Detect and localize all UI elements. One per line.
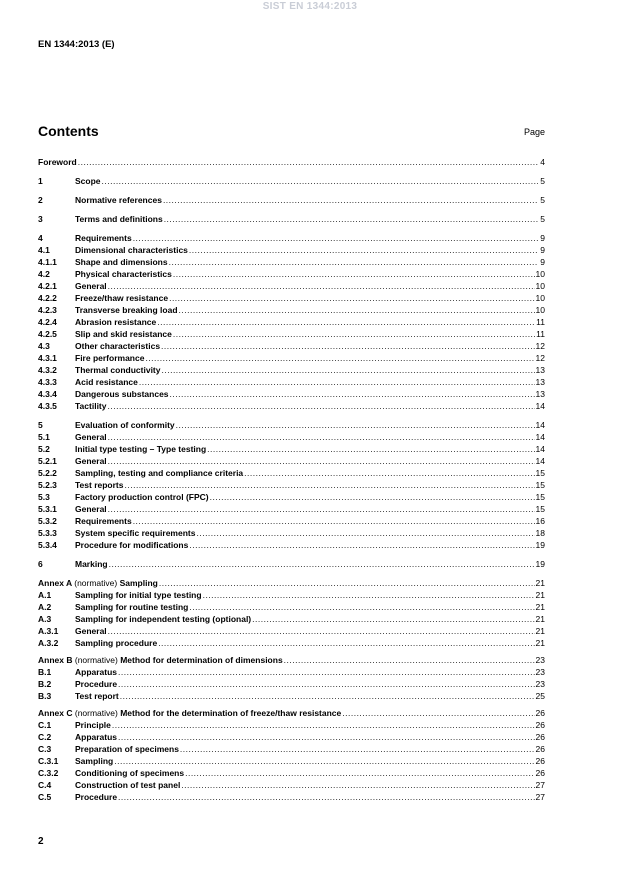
toc-entry-title: General (75, 432, 107, 442)
toc-entry-number: 4.3.4 (38, 389, 57, 399)
toc-entry-page: 23 (535, 667, 545, 677)
toc-entry-title: Principle (75, 720, 111, 730)
toc-entry[interactable] (38, 515, 545, 527)
toc-entry-page: 25 (535, 691, 545, 701)
toc-entry-leader-dots (108, 625, 535, 637)
toc-entry-title: Test report (75, 691, 119, 701)
toc-entry-number: 4.3.2 (38, 365, 57, 375)
toc-entry-title: Sampling procedure (75, 638, 158, 648)
toc-entry-leader-dots (181, 779, 534, 791)
toc-entry-title: Evaluation of conformity (75, 420, 175, 430)
footer-page-number: 2 (38, 836, 44, 847)
toc-entry-title: Procedure (75, 679, 118, 689)
toc-entry-page: 11 (536, 329, 545, 339)
toc-entry-leader-dots (108, 503, 535, 515)
toc-entry-leader-dots (161, 340, 534, 352)
toc-entry-title: Physical characteristics (75, 269, 172, 279)
toc-entry[interactable] (38, 539, 545, 551)
toc-entry-page: 9 (540, 245, 545, 255)
toc-entry[interactable] (38, 678, 545, 690)
toc-entry-title: Construction of test panel (75, 780, 181, 790)
toc-entry-title-text: Method for the determination of freeze/thaw resistance (120, 708, 342, 718)
toc-entry-number: Annex C (38, 708, 73, 718)
toc-entry-leader-dots (118, 678, 534, 690)
toc-entry[interactable] (38, 755, 545, 767)
toc-entry-leader-dots (159, 577, 535, 589)
toc-entry-page: 26 (535, 768, 545, 778)
toc-entry-page: 21 (535, 638, 545, 648)
toc-entry[interactable] (38, 156, 545, 168)
toc-entry[interactable] (38, 707, 545, 719)
toc-entry-number: C.4 (38, 780, 52, 790)
toc-entry-leader-dots (169, 292, 534, 304)
toc-entry-title: Factory production control (FPC) (75, 492, 209, 502)
toc-entry-title: Abrasion resistance (75, 317, 157, 327)
toc-entry-leader-dots (162, 364, 535, 376)
toc-entry-page: 14 (535, 420, 545, 430)
toc-entry-page: 5 (540, 195, 545, 205)
toc-entry[interactable] (38, 690, 545, 702)
toc-entry-leader-dots (170, 388, 535, 400)
toc-entry[interactable] (38, 601, 545, 613)
toc-entry-page: 11 (536, 317, 545, 327)
toc-entry-number: Annex B (38, 655, 73, 665)
toc-entry-number: A.3 (38, 614, 52, 624)
toc-entry[interactable] (38, 791, 545, 803)
toc-entry[interactable] (38, 613, 545, 625)
toc-entry-leader-dots (173, 268, 535, 280)
toc-entry[interactable] (38, 491, 545, 503)
toc-entry-title: Sampling for independent testing (optional) (75, 614, 252, 624)
toc-entry-leader-dots (118, 731, 534, 743)
toc-entry-title: Slip and skid resistance (75, 329, 172, 339)
toc-entry[interactable] (38, 304, 545, 316)
toc-entry[interactable] (38, 767, 545, 779)
toc-entry-leader-dots (164, 213, 538, 225)
toc-entry-leader-dots (284, 654, 535, 666)
toc-entry-number: B.3 (38, 691, 52, 701)
toc-entry[interactable] (38, 280, 545, 292)
toc-entry-title: General (75, 281, 107, 291)
toc-entry-title: Thermal conductivity (75, 365, 161, 375)
toc-entry-qualifier: (normative) (74, 578, 118, 588)
toc-entry[interactable] (38, 654, 545, 666)
toc-entry-page: 15 (535, 468, 545, 478)
toc-entry-title: Scope (75, 176, 101, 186)
watermark: SIST EN 1344:2013 (262, 1, 358, 12)
toc-entry[interactable] (38, 292, 545, 304)
toc-entry-page: 14 (535, 432, 545, 442)
toc-entry[interactable] (38, 340, 545, 352)
toc-entry-title: Apparatus (75, 667, 118, 677)
toc-entry[interactable] (38, 316, 545, 328)
toc-entry-leader-dots (125, 479, 535, 491)
toc-entry-leader-dots (108, 455, 535, 467)
toc-entry-page: 13 (535, 365, 545, 375)
toc-entry-leader-dots (252, 613, 534, 625)
toc-entry-number: C.5 (38, 792, 52, 802)
toc-entry-title (38, 577, 158, 589)
toc-entry-title: Initial type testing – Type testing (75, 444, 207, 454)
toc-entry-title: General (75, 626, 107, 636)
toc-entry[interactable] (38, 268, 545, 280)
toc-entry-number: 4.1 (38, 245, 50, 255)
toc-entry-number: 5.3.2 (38, 516, 57, 526)
toc-entry-number: A.2 (38, 602, 52, 612)
toc-entry-page: 21 (535, 614, 545, 624)
toc-entry-page: 26 (535, 708, 545, 718)
toc-entry-number: 3 (38, 214, 43, 224)
toc-entry-page: 14 (535, 444, 545, 454)
toc-entry-leader-dots (108, 400, 535, 412)
toc-entry-title: Sampling (75, 756, 114, 766)
toc-entry[interactable] (38, 256, 545, 268)
toc-entry-number: C.3.2 (38, 768, 59, 778)
toc-entry-number: Annex A (38, 578, 72, 588)
toc-entry-title: General (75, 504, 107, 514)
toc-entry-page: 10 (535, 281, 545, 291)
toc-entry[interactable] (38, 558, 545, 570)
toc-entry[interactable] (38, 577, 545, 589)
toc-entry[interactable] (38, 637, 545, 649)
toc-entry-number: B.2 (38, 679, 52, 689)
toc-entry[interactable] (38, 731, 545, 743)
toc-entry-title: General (75, 456, 107, 466)
toc-entry-number: 4.2.4 (38, 317, 57, 327)
toc-entry-title-text: Method for determination of dimensions (120, 655, 283, 665)
toc-entry-title: Requirements (75, 516, 132, 526)
toc-entry-title: Shape and dimensions (75, 257, 168, 267)
toc-entry-page: 12 (535, 353, 545, 363)
toc-entry-title: Normative references (75, 195, 162, 205)
toc-entry[interactable] (38, 364, 545, 376)
toc-entry-page: 14 (535, 456, 545, 466)
toc-entry-leader-dots (185, 767, 534, 779)
toc-entry-title: Fire performance (75, 353, 145, 363)
toc-entry-page: 21 (535, 626, 545, 636)
toc-entry-leader-dots (189, 601, 534, 613)
toc-entry-title: System specific requirements (75, 528, 196, 538)
toc-entry-page: 10 (535, 293, 545, 303)
toc-entry-leader-dots (133, 232, 538, 244)
toc-entry-title (38, 707, 341, 719)
page-column-label: Page (523, 127, 545, 137)
toc-entry-page: 10 (535, 305, 545, 315)
toc-entry-title: Apparatus (75, 732, 118, 742)
toc-entry-title: Dimensional characteristics (75, 245, 188, 255)
toc-entry-leader-dots (189, 539, 534, 551)
document-id: EN 1344:2013 (E) (38, 39, 115, 50)
toc-entry-number: A.3.1 (38, 626, 59, 636)
toc-entry-number: C.3.1 (38, 756, 59, 766)
toc-entry-page: 15 (535, 492, 545, 502)
toc-entry-number: 5.3.3 (38, 528, 57, 538)
toc-entry-title: Preparation of specimens (75, 744, 179, 754)
toc-entry-number: 4.1.1 (38, 257, 57, 267)
toc-entry-page: 21 (535, 602, 545, 612)
toc-entry-number: A.1 (38, 590, 52, 600)
toc-entry[interactable] (38, 194, 545, 206)
toc-entry-page: 27 (535, 792, 545, 802)
toc-entry-number: 4.3.3 (38, 377, 57, 387)
toc-entry-title: Sampling for routine testing (75, 602, 189, 612)
toc-entry-number: 4 (38, 233, 43, 243)
toc-entry-leader-dots (169, 256, 538, 268)
toc-entry-leader-dots (207, 443, 534, 455)
toc-entry-page: 21 (535, 590, 545, 600)
toc-entry-page: 5 (540, 176, 545, 186)
toc-entry-page: 9 (540, 257, 545, 267)
toc-entry-leader-dots (102, 175, 538, 187)
toc-entry-leader-dots (112, 719, 535, 731)
toc-entry-leader-dots (108, 431, 535, 443)
toc-entry-page: 15 (535, 480, 545, 490)
toc-entry-title: Marking (75, 559, 108, 569)
toc-entry-leader-dots (244, 467, 534, 479)
toc-entry-title: Other characteristics (75, 341, 161, 351)
toc-entry-title: Sampling for initial type testing (75, 590, 202, 600)
toc-entry-leader-dots (176, 419, 535, 431)
toc-entry-page: 5 (540, 214, 545, 224)
toc-entry-number: 2 (38, 195, 43, 205)
toc-entry-number: 5.3 (38, 492, 50, 502)
toc-entry-page: 26 (535, 732, 545, 742)
toc-entry-leader-dots (114, 755, 534, 767)
toc-entry-number: C.2 (38, 732, 52, 742)
table-of-contents (38, 156, 545, 803)
toc-entry-leader-dots (163, 194, 538, 206)
toc-entry[interactable] (38, 589, 545, 601)
toc-entry[interactable] (38, 719, 545, 731)
toc-entry-number: B.1 (38, 667, 52, 677)
contents-title: Contents (38, 123, 99, 139)
toc-entry[interactable] (38, 467, 545, 479)
toc-entry-page: 10 (535, 269, 545, 279)
toc-entry-title: Sampling, testing and compliance criteria (75, 468, 244, 478)
toc-entry[interactable] (38, 443, 545, 455)
toc-entry[interactable] (38, 666, 545, 678)
toc-entry-leader-dots (189, 244, 538, 256)
toc-entry-title: Foreword (38, 157, 77, 167)
toc-entry[interactable] (38, 479, 545, 491)
toc-entry-title: Procedure (75, 792, 118, 802)
toc-entry-leader-dots (145, 352, 534, 364)
toc-entry-number: C.1 (38, 720, 52, 730)
toc-entry-page: 15 (535, 504, 545, 514)
toc-entry[interactable] (38, 232, 545, 244)
toc-entry[interactable] (38, 388, 545, 400)
toc-entry-title: Test reports (75, 480, 124, 490)
toc-entry-page: 4 (540, 157, 545, 167)
toc-entry[interactable] (38, 503, 545, 515)
toc-entry-title: Procedure for modifications (75, 540, 189, 550)
toc-entry[interactable] (38, 431, 545, 443)
toc-entry[interactable] (38, 455, 545, 467)
toc-entry-number: 4.2.1 (38, 281, 57, 291)
toc-entry-leader-dots (118, 791, 534, 803)
toc-entry-leader-dots (210, 491, 535, 503)
toc-entry-title: Tactility (75, 401, 107, 411)
toc-entry-number: 5.3.1 (38, 504, 57, 514)
toc-entry[interactable] (38, 779, 545, 791)
toc-entry-qualifier: (normative) (74, 708, 118, 718)
toc-entry-number: 4.3 (38, 341, 50, 351)
toc-entry[interactable] (38, 244, 545, 256)
toc-entry-title: Acid resistance (75, 377, 138, 387)
toc-entry-leader-dots (196, 527, 534, 539)
toc-entry-number: 5 (38, 420, 43, 430)
toc-entry-title: Dangerous substances (75, 389, 169, 399)
toc-entry-page: 19 (535, 540, 545, 550)
toc-entry-leader-dots (139, 376, 535, 388)
toc-entry-leader-dots (133, 515, 535, 527)
toc-entry-leader-dots (203, 589, 535, 601)
toc-entry-leader-dots (342, 707, 534, 719)
toc-entry-number: 4.2 (38, 269, 50, 279)
toc-entry-leader-dots (157, 316, 535, 328)
toc-entry[interactable] (38, 328, 545, 340)
toc-entry-number: 4.2.5 (38, 329, 57, 339)
toc-entry[interactable] (38, 175, 545, 187)
toc-entry-leader-dots (158, 637, 534, 649)
toc-entry-page: 9 (540, 233, 545, 243)
toc-entry-number: 1 (38, 176, 43, 186)
toc-entry-leader-dots (180, 743, 535, 755)
toc-entry-page: 12 (535, 341, 545, 351)
toc-entry-page: 23 (535, 655, 545, 665)
toc-entry-number: 5.2.2 (38, 468, 57, 478)
toc-entry-number: 5.1 (38, 432, 50, 442)
toc-entry-page: 26 (535, 720, 545, 730)
toc-entry-number: 4.3.1 (38, 353, 57, 363)
toc-entry-title: Freeze/thaw resistance (75, 293, 169, 303)
toc-entry-number: 5.2.1 (38, 456, 57, 466)
toc-entry-leader-dots (179, 304, 535, 316)
toc-entry-number: 5.2 (38, 444, 50, 454)
toc-entry-page: 13 (535, 389, 545, 399)
toc-entry-page: 23 (535, 679, 545, 689)
toc-entry-leader-dots (78, 156, 538, 168)
toc-entry-number: 4.3.5 (38, 401, 57, 411)
toc-entry-leader-dots (173, 328, 535, 340)
toc-entry-qualifier: (normative) (74, 655, 118, 665)
toc-entry-page: 18 (535, 528, 545, 538)
toc-entry-number: A.3.2 (38, 638, 59, 648)
toc-entry-title: Terms and definitions (75, 214, 163, 224)
toc-entry-page: 14 (535, 401, 545, 411)
toc-entry-leader-dots (118, 666, 534, 678)
toc-entry-title (38, 654, 283, 666)
toc-entry-page: 13 (535, 377, 545, 387)
toc-entry-page: 26 (535, 744, 545, 754)
toc-entry[interactable] (38, 376, 545, 388)
toc-entry-number: C.3 (38, 744, 52, 754)
toc-entry-page: 19 (535, 559, 545, 569)
toc-entry[interactable] (38, 419, 545, 431)
toc-entry-page: 27 (535, 780, 545, 790)
toc-entry-title-text: Sampling (119, 578, 158, 588)
toc-entry-number: 6 (38, 559, 43, 569)
toc-entry-number: 4.2.2 (38, 293, 57, 303)
toc-entry-title: Conditioning of specimens (75, 768, 185, 778)
toc-entry-page: 21 (535, 578, 545, 588)
toc-entry[interactable] (38, 743, 545, 755)
toc-entry[interactable] (38, 213, 545, 225)
toc-entry-leader-dots (120, 690, 535, 702)
toc-entry-title: Requirements (75, 233, 132, 243)
toc-entry-title: Transverse breaking load (75, 305, 178, 315)
toc-entry-number: 5.2.3 (38, 480, 57, 490)
toc-entry-leader-dots (108, 280, 535, 292)
toc-entry[interactable] (38, 400, 545, 412)
toc-entry[interactable] (38, 625, 545, 637)
toc-entry[interactable] (38, 352, 545, 364)
toc-entry-leader-dots (109, 558, 535, 570)
toc-entry[interactable] (38, 527, 545, 539)
toc-entry-page: 16 (535, 516, 545, 526)
toc-entry-number: 5.3.4 (38, 540, 57, 550)
toc-entry-number: 4.2.3 (38, 305, 57, 315)
toc-entry-page: 26 (535, 756, 545, 766)
